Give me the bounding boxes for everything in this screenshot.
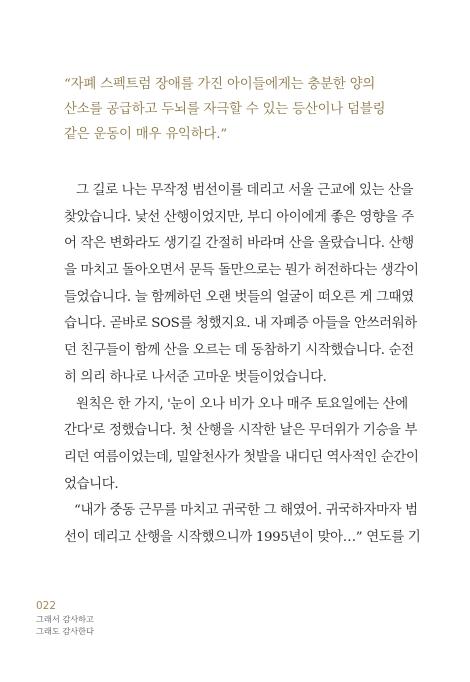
body-line: “내가 중동 근무를 마치고 귀국한 그 해였어. 귀국하자마자 범 — [74, 503, 418, 519]
body-line: 리던 여름이었는데, 밀알천사가 첫발을 내디딘 역사적인 순간이 — [64, 449, 419, 465]
body-line: 을 마치고 돌아오면서 문득 돌만으로는 뭔가 허전하다는 생각이 — [64, 263, 419, 279]
body-line: 들었습니다. 늘 함께하던 오랜 벗들의 얼굴이 떠오른 게 그때였 — [64, 289, 414, 305]
body-line: 원칙은 한 가지, '눈이 오나 비가 오나 매주 토요일에는 산에 — [76, 396, 408, 412]
body-line: 히 의리 하나로 나서준 고마운 벗들이었습니다. — [64, 369, 327, 385]
running-title-line-2: 그래도 감사한다 — [36, 626, 94, 636]
body-line: 간다'로 정했습니다. 첫 산행을 시작한 날은 무더위가 기승을 부 — [64, 423, 418, 439]
pull-quote — [64, 72, 424, 147]
body-line: 던 친구들이 함께 산을 오르는 데 동참하기 시작했습니다. 순전 — [64, 343, 414, 359]
page-footer — [36, 599, 94, 637]
body-line: 찾았습니다. 낯선 산행이었지만, 부디 아이에게 좋은 영향을 주 — [64, 209, 414, 225]
body-line: 선이 데리고 산행을 시작했으니까 1995년이 맞아…” 연도를 기 — [64, 529, 421, 545]
body-line: 었습니다. — [64, 476, 119, 492]
body-text — [64, 178, 421, 552]
page-number: 022 — [36, 600, 57, 612]
body-line: 어 작은 변화라도 생기길 간절히 바라며 산을 올랐습니다. 산행 — [64, 236, 414, 252]
body-line: 습니다. 곧바로 SOS를 청했지요. 내 자폐증 아들을 안쓰러워하 — [64, 316, 417, 332]
quote-line-1: “자폐 스펙트럼 장애를 가진 아이들에게는 충분한 양의 — [64, 77, 376, 92]
quote-line-2: 산소를 공급하고 두뇌를 자극할 수 있는 등산이나 덤블링 — [64, 102, 386, 117]
body-line: 그 길로 나는 무작정 범선이를 데리고 서울 근교에 있는 산을 — [76, 183, 414, 198]
running-title-line-1: 그래서 감사하고 — [36, 614, 94, 624]
quote-line-3: 같은 운동이 매우 유익하다.” — [64, 127, 227, 142]
